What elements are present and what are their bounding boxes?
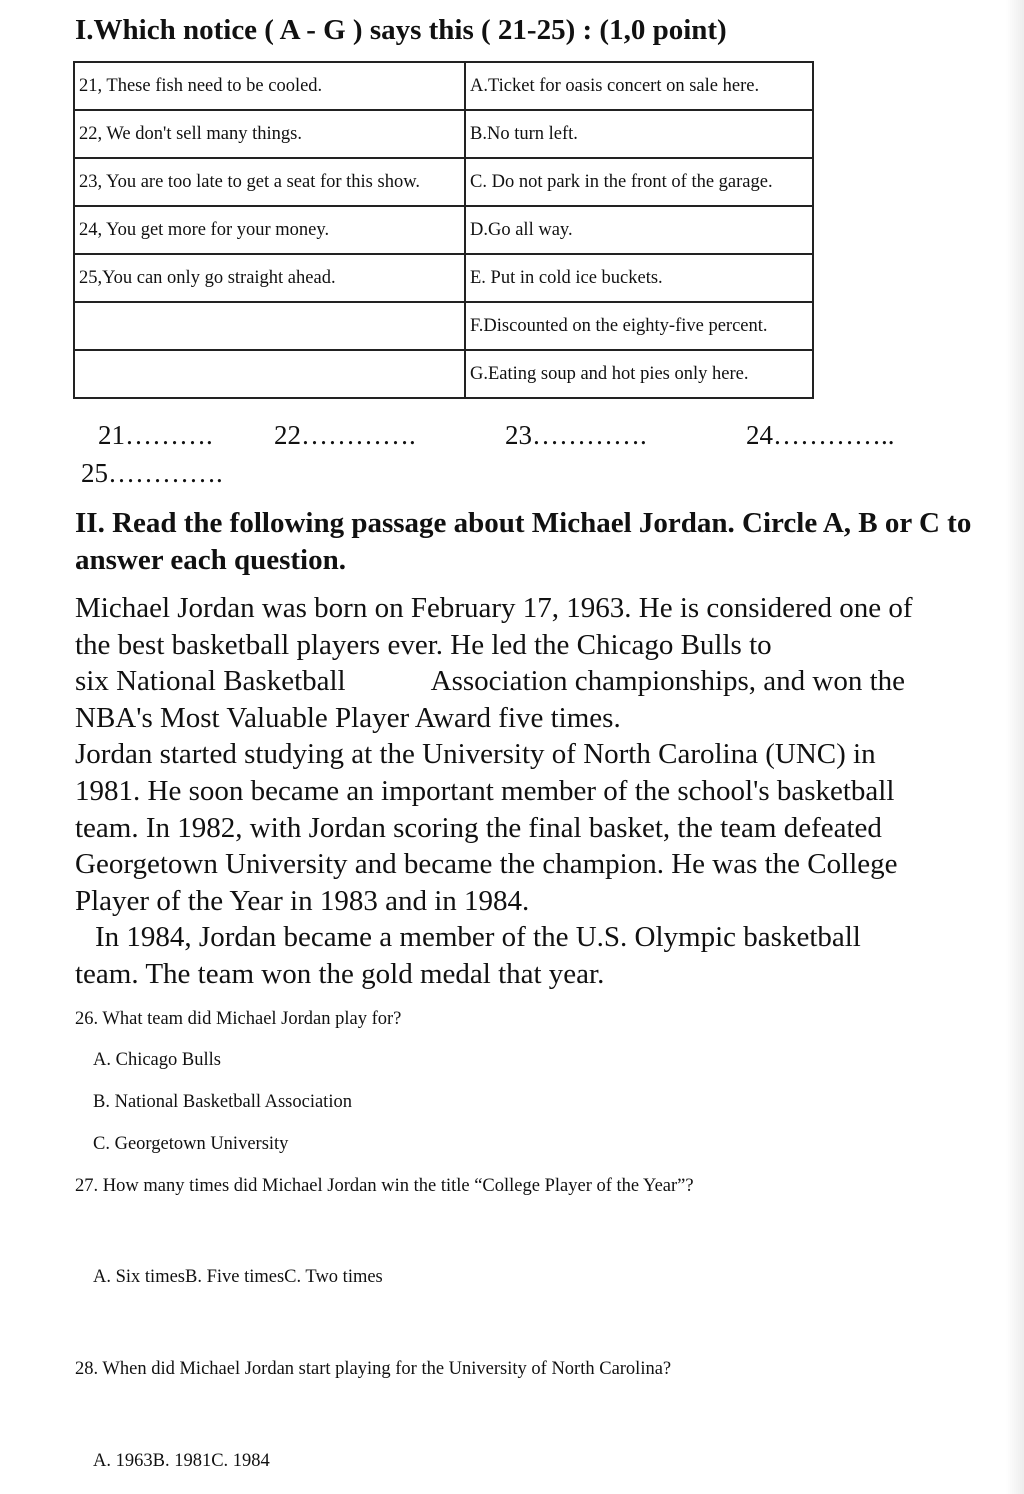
table-row (74, 110, 813, 158)
options-28[interactable]: A. 1963B. 1981C. 1984 (93, 1451, 270, 1471)
question-28: 28. When did Michael Jordan start playing for the University of North Carolina? (75, 1359, 672, 1379)
answer-blank-21[interactable]: 21………. (98, 420, 213, 450)
notice-matching-table (73, 61, 814, 399)
table-row (74, 350, 813, 398)
option-26-b[interactable]: B. National Basketball Association (93, 1092, 352, 1112)
passage-line: 1981. He soon became an important member of the school's basketball (75, 774, 895, 807)
table-row (74, 302, 813, 350)
question-27: 27. How many times did Michael Jordan win the title “College Player of the Year”? (75, 1176, 694, 1196)
table-row (74, 158, 813, 206)
section2-title: II. Read the following passage about Michael Jordan. Circle A, B or C to answer each question. (75, 507, 972, 576)
notice-cell: B.No turn left. (465, 110, 813, 158)
answer-blank-22[interactable]: 22…………. (274, 420, 416, 450)
passage-line-part: Association championships, and won the (430, 665, 906, 698)
passage-line: Player of the Year in 1983 and in 1984. (75, 884, 530, 917)
option-26-a[interactable]: A. Chicago Bulls (93, 1050, 221, 1070)
notice-cell: F.Discounted on the eighty-five percent. (465, 302, 813, 350)
option-26-c[interactable]: C. Georgetown University (93, 1134, 289, 1154)
question-26: 26. What team did Michael Jordan play for? (75, 1009, 402, 1029)
notice-cell: D.Go all way. (465, 206, 813, 254)
passage-line: In 1984, Jordan became a member of the U.S. Olympic basketball (95, 921, 861, 954)
statement-cell: 21, These fish need to be cooled. (74, 62, 465, 110)
answer-blank-23[interactable]: 23…………. (505, 420, 647, 450)
reading-passage (75, 590, 990, 993)
passage-line: NBA's Most Valuable Player Award five times. (75, 701, 621, 734)
table-row (74, 206, 813, 254)
notice-cell: C. Do not park in the front of the garage. (465, 158, 813, 206)
notice-cell: E. Put in cold ice buckets. (465, 254, 813, 302)
section1-title: I.Which notice ( A - G ) says this ( 21-25) : (1,0 point) (75, 14, 727, 46)
passage-line-split (75, 663, 990, 700)
statement-cell (74, 302, 465, 350)
passage-line: Jordan started studying at the University of North Carolina (UNC) in (75, 738, 876, 771)
notice-cell: G.Eating soup and hot pies only here. (465, 350, 813, 398)
statement-cell: 24, You get more for your money. (74, 206, 465, 254)
options-27[interactable]: A. Six timesB. Five timesC. Two times (93, 1267, 383, 1287)
passage-line: the best basketball players ever. He led the Chicago Bulls to (75, 628, 772, 661)
answer-blank-25[interactable]: 25…………. (81, 458, 223, 488)
table-row (74, 62, 813, 110)
passage-line: Georgetown University and became the champion. He was the College (75, 848, 898, 881)
passage-line: team. The team won the gold medal that year. (75, 957, 605, 990)
passage-line: Michael Jordan was born on February 17, 1963. He is considered one of (75, 592, 913, 624)
passage-line-part: six National Basketball (75, 665, 346, 698)
statement-cell: 23, You are too late to get a seat for this show. (74, 158, 465, 206)
statement-cell (74, 350, 465, 398)
statement-cell: 22, We don't sell many things. (74, 110, 465, 158)
answer-blank-24[interactable]: 24………….. (746, 420, 895, 450)
passage-line: team. In 1982, with Jordan scoring the final basket, the team defeated (75, 811, 882, 844)
page-edge-shadow (1006, 0, 1024, 1494)
statement-cell: 25,You can only go straight ahead. (74, 254, 465, 302)
notice-cell: A.Ticket for oasis concert on sale here. (465, 62, 813, 110)
table-row (74, 254, 813, 302)
